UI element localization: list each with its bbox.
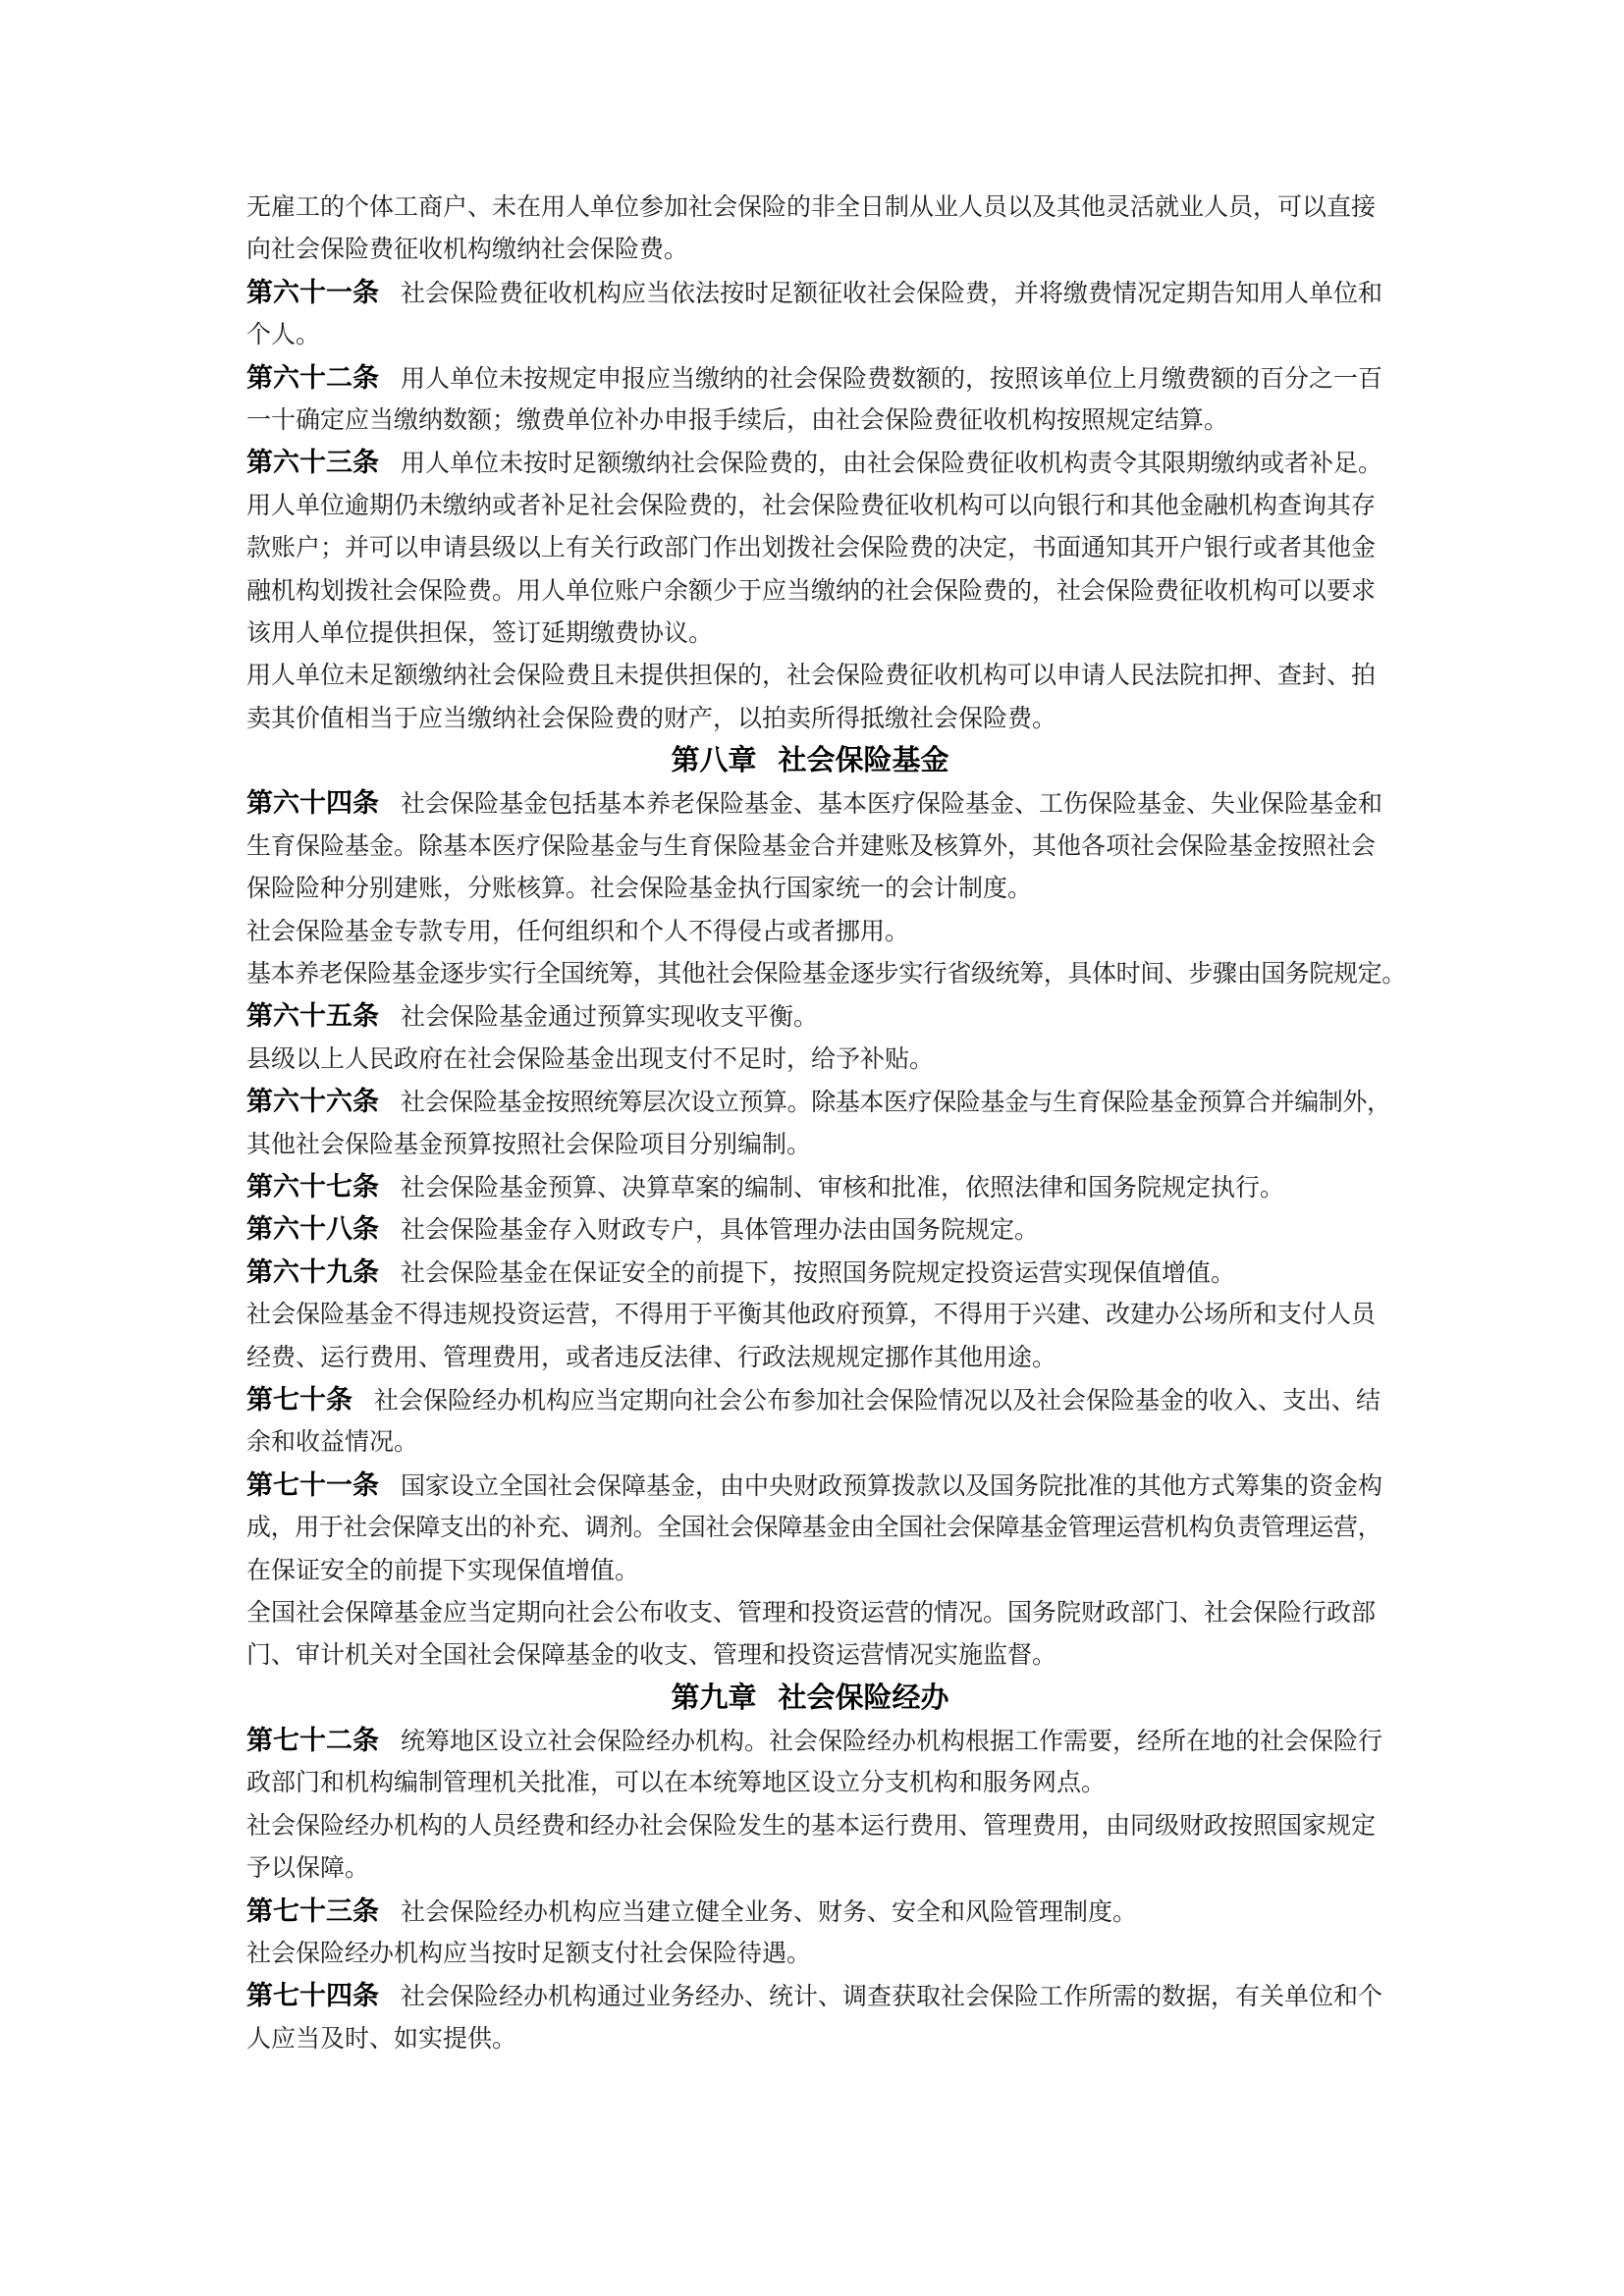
- body-text-line: [246, 1507, 1382, 1549]
- body-text-line: [246, 782, 1383, 825]
- line-text: 向社会保险费征收机构缴纳社会保险费。: [246, 237, 689, 264]
- body-text-line: [246, 1891, 1374, 1933]
- chapter-heading: [246, 740, 1374, 782]
- article-number: 第六十五条: [246, 1001, 379, 1032]
- body-text-line: [246, 953, 1406, 995]
- line-text: 社会保险经办机构通过业务经办、统计、调查获取社会保险工作所需的数据，有关单位和个: [401, 1984, 1383, 2011]
- body-text-line: [246, 911, 1374, 953]
- line-text: 社会保险费征收机构应当依法按时足额征收社会保险费，并将缴费情况定期告知用人单位和: [401, 280, 1383, 307]
- line-text: 社会保险经办机构应当建立健全业务、财务、安全和风险管理制度。: [401, 1898, 1138, 1926]
- line-text: 国家设立全国社会保障基金，由中央财政预算拨款以及国务院批准的其他方式筹集的资金构: [401, 1472, 1383, 1500]
- body-text-line: [246, 1337, 1374, 1379]
- line-text: 社会保险基金不得违规投资运营，不得用于平衡其他政府预算，不得用于兴建、改建办公场所和支付人员: [246, 1302, 1377, 1329]
- body-text-line: [246, 1379, 1381, 1421]
- body-text-line: [246, 1634, 1374, 1677]
- body-text-line: [246, 1933, 1374, 1975]
- line-text: 县级以上人民政府在社会保险基金出现支付不足时，给予补贴。: [246, 1045, 935, 1073]
- line-text: 基本养老保险基金逐步实行全国统筹，其他社会保险基金逐步实行省级统筹，具体时间、步骤由国务院规定。: [246, 961, 1406, 988]
- line-text: 其他社会保险基金预算按照社会保险项目分别编制。: [246, 1131, 812, 1158]
- article-number: 第六十三条: [246, 448, 379, 478]
- body-text-line: [246, 442, 1383, 484]
- line-text: 人应当及时、如实提供。: [246, 2025, 517, 2053]
- line-text: 社会保险经办机构应当定期向社会公布参加社会保险情况以及社会保险基金的收入、支出、结: [374, 1387, 1381, 1415]
- body-text-line: [246, 1720, 1383, 1762]
- body-text-line: [246, 1208, 1374, 1251]
- line-text: 保险险种分别建账，分账核算。社会保险基金执行国家统一的会计制度。: [246, 876, 1033, 903]
- article-number: 第七十二条: [246, 1726, 379, 1756]
- body-text-line: [246, 1039, 1374, 1081]
- body-text-line: [246, 698, 1374, 740]
- line-text: 社会保险经办机构的人员经费和经办社会保险发生的基本运行费用、管理费用，由同级财政按照国家规定: [246, 1812, 1377, 1840]
- body-text-line: [246, 1465, 1383, 1507]
- body-text-line: [246, 613, 1374, 655]
- body-text-line: [246, 1081, 1391, 1123]
- body-text-line: [246, 1805, 1377, 1847]
- body-text-line: [246, 1421, 1374, 1464]
- body-text-line: [246, 400, 1374, 442]
- line-text: 社会保险经办机构应当按时足额支付社会保险待遇。: [246, 1941, 812, 1968]
- line-text: 融机构划拨社会保险费。用人单位账户余额少于应当缴纳的社会保险费的，社会保险费征收机构可以要求: [246, 577, 1377, 605]
- article-number: 第六十二条: [246, 362, 379, 393]
- chapter-title: 社会保险基金: [778, 745, 949, 777]
- line-text: 全国社会保障基金应当定期向社会公布收支、管理和投资运营的情况。国务院财政部门、社会保险行政部: [246, 1599, 1377, 1627]
- body-text-line: [246, 1762, 1374, 1804]
- line-text: 政部门和机构编制管理机关批准，可以在本统筹地区设立分支机构和服务网点。: [246, 1770, 1107, 1797]
- article-number: 第六十七条: [246, 1171, 379, 1201]
- line-text: 在保证安全的前提下实现保值增值。: [246, 1557, 640, 1584]
- body-text-line: [246, 527, 1377, 569]
- article-number: 第七十条: [246, 1384, 352, 1415]
- article-number: 第六十四条: [246, 788, 379, 819]
- body-text-line: [246, 187, 1377, 229]
- line-text: 社会保险基金在保证安全的前提下，按照国务院规定投资运营实现保值增值。: [401, 1259, 1236, 1287]
- article-number: 第七十三条: [246, 1896, 379, 1926]
- body-text-line: [246, 570, 1377, 613]
- line-text: 社会保险基金通过预算实现收支平衡。: [401, 1004, 819, 1032]
- line-text: 该用人单位提供担保，签订延期缴费协议。: [246, 619, 714, 647]
- line-text: 个人。: [246, 322, 321, 349]
- body-text-line: [246, 314, 1374, 356]
- body-text-line: [246, 1124, 1374, 1166]
- text-column: [246, 187, 1406, 2060]
- body-text-line: [246, 655, 1377, 697]
- body-text-line: [246, 2018, 1374, 2060]
- line-text: 统筹地区设立社会保险经办机构。社会保险经办机构根据工作需要，经所在地的社会保险行: [401, 1729, 1383, 1756]
- line-text: 生育保险基金。除基本医疗保险基金与生育保险基金合并建账及核算外，其他各项社会保险基金按照社会: [246, 832, 1377, 860]
- body-text-line: [246, 1294, 1377, 1336]
- body-text-line: [246, 868, 1374, 910]
- line-text: 社会保险基金专款专用，任何组织和个人不得侵占或者挪用。: [246, 918, 910, 945]
- line-text: 用人单位未足额缴纳社会保险费且未提供担保的，社会保险费征收机构可以申请人民法院扣押、查封、拍: [246, 663, 1377, 690]
- article-number: 第六十九条: [246, 1256, 379, 1287]
- body-text-line: [246, 1550, 1374, 1592]
- line-text: 门、审计机关对全国社会保障基金的收支、管理和投资运营情况实施监督。: [246, 1642, 1057, 1670]
- article-number: 第六十八条: [246, 1214, 379, 1245]
- body-text-line: [246, 826, 1377, 868]
- line-text: 用人单位逾期仍未缴纳或者补足社会保险费的，社会保险费征收机构可以向银行和其他金融机构查询其存: [246, 492, 1377, 519]
- body-text-line: [246, 1975, 1383, 2017]
- chapter-number: 第八章: [671, 745, 757, 777]
- body-text-line: [246, 1847, 1374, 1890]
- line-text: 社会保险基金按照统筹层次设立预算。除基本医疗保险基金与生育保险基金预算合并编制外，: [401, 1090, 1391, 1117]
- line-text: 社会保险基金存入财政专户，具体管理办法由国务院规定。: [401, 1217, 1040, 1245]
- body-text-line: [246, 229, 1374, 271]
- line-text: 一十确定应当缴纳数额；缴费单位补办申报手续后，由社会保险费征收机构按照规定结算。: [246, 406, 1229, 434]
- line-text: 社会保险基金预算、决算草案的编制、审核和批准，依照法律和国务院规定执行。: [401, 1174, 1285, 1201]
- body-text-line: [246, 485, 1377, 527]
- body-text-line: [246, 1166, 1374, 1208]
- article-number: 第七十四条: [246, 1981, 379, 2011]
- line-text: 成，用于社会保障支出的补充、调剂。全国社会保障基金由全国社会保障基金管理运营机构负责管理运营，: [246, 1515, 1382, 1542]
- chapter-number: 第九章: [671, 1682, 757, 1714]
- body-text-line: [246, 1252, 1374, 1294]
- line-text: 经费、运行费用、管理费用，或者违反法律、行政法规规定挪作其他用途。: [246, 1344, 1057, 1371]
- line-text: 用人单位未按规定申报应当缴纳的社会保险费数额的，按照该单位上月缴费额的百分之一百: [401, 365, 1383, 393]
- article-number: 第六十六条: [246, 1087, 379, 1117]
- article-number: 第七十一条: [246, 1469, 379, 1500]
- body-text-line: [246, 272, 1383, 314]
- line-text: 无雇工的个体工商户、未在用人单位参加社会保险的非全日制从业人员以及其他灵活就业人员，可以直接: [246, 194, 1377, 221]
- body-text-line: [246, 995, 1374, 1038]
- line-text: 余和收益情况。: [246, 1429, 419, 1457]
- chapter-title: 社会保险经办: [778, 1682, 949, 1714]
- line-text: 款账户；并可以申请县级以上有关行政部门作出划拨社会保险费的决定，书面通知其开户银行或者其他金: [246, 535, 1377, 562]
- body-text-line: [246, 357, 1383, 400]
- line-text: 卖其价值相当于应当缴纳社会保险费的财产，以拍卖所得抵缴社会保险费。: [246, 705, 1057, 732]
- line-text: 予以保障。: [246, 1855, 370, 1883]
- body-text-line: [246, 1592, 1377, 1634]
- article-number: 第六十一条: [246, 277, 379, 307]
- chapter-heading: [246, 1678, 1374, 1720]
- line-text: 社会保险基金包括基本养老保险基金、基本医疗保险基金、工伤保险基金、失业保险基金和: [401, 791, 1383, 819]
- line-text: 用人单位未按时足额缴纳社会保险费的，由社会保险费征收机构责令其限期缴纳或者补足。: [401, 451, 1383, 478]
